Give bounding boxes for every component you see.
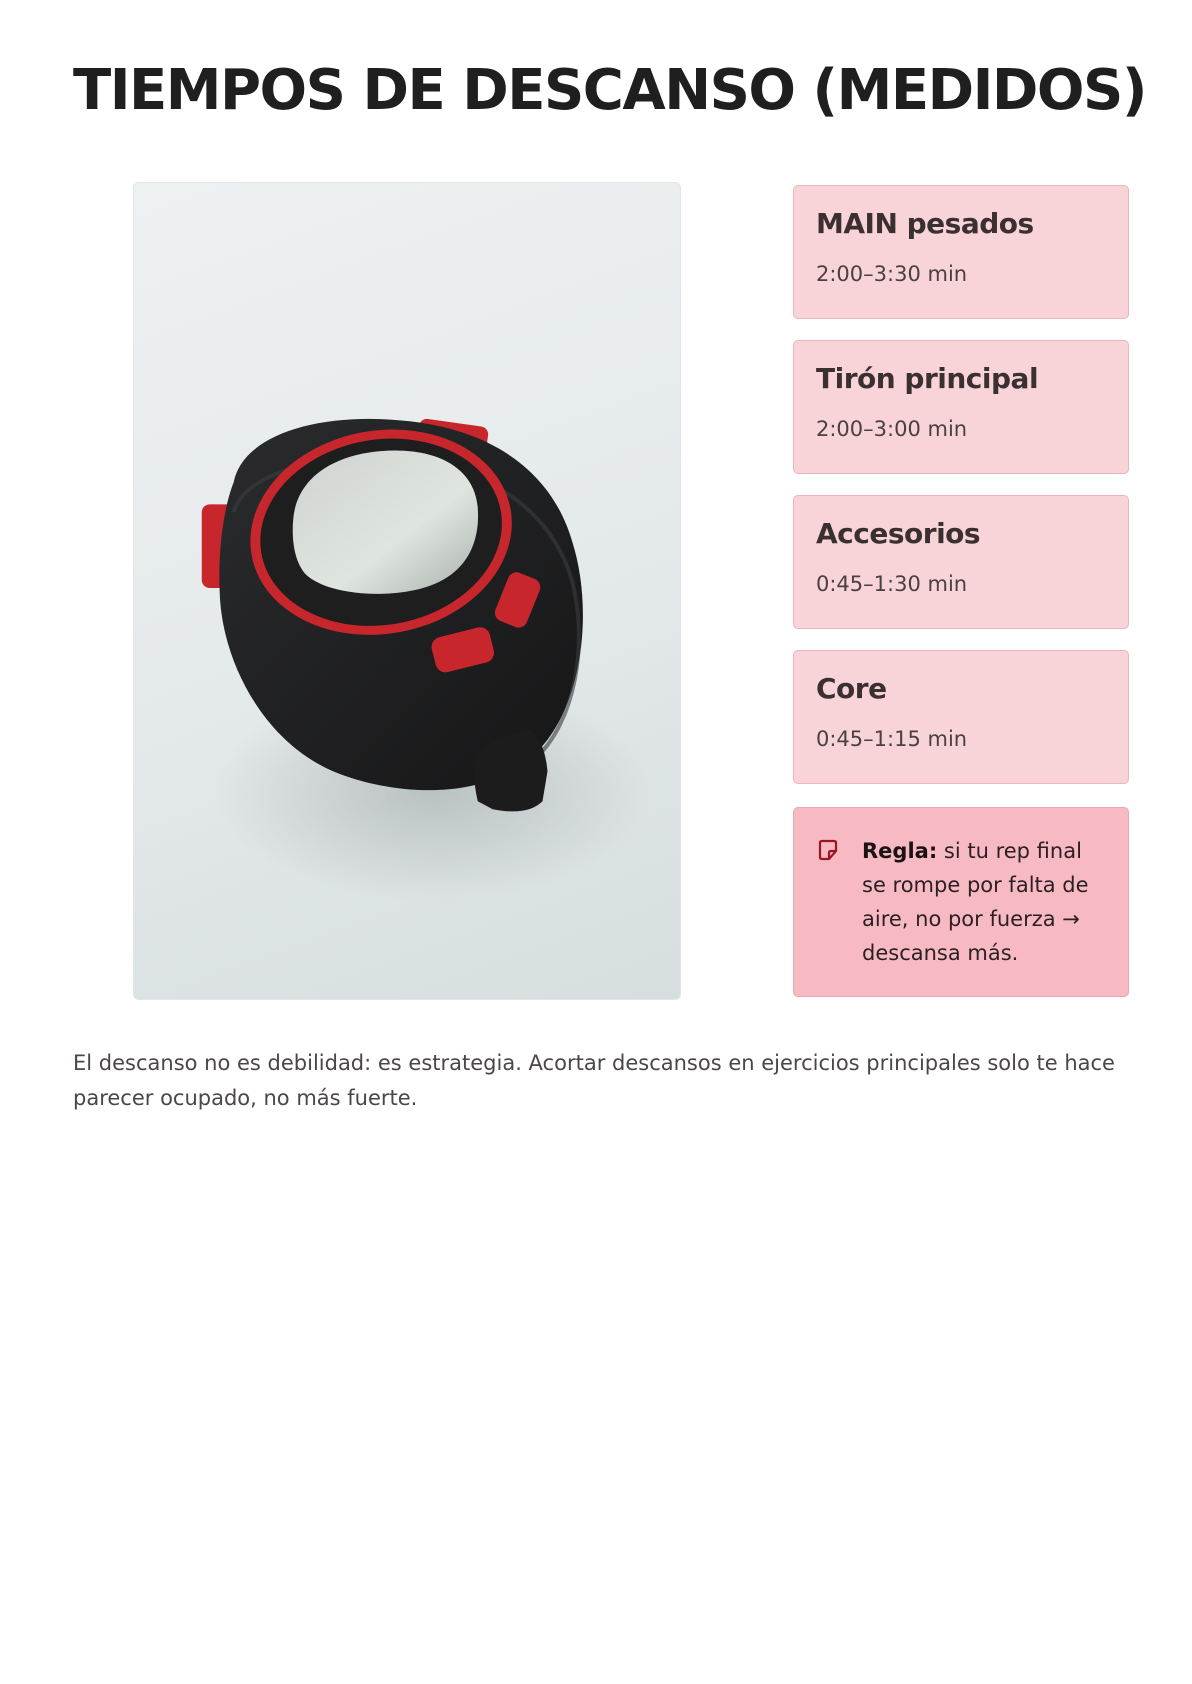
card-title: MAIN pesados: [816, 207, 1034, 240]
rule-text: [862, 834, 1108, 970]
card-main-pesados: [793, 185, 1129, 319]
body-paragraph: El descanso no es debilidad: es estrategia. Acortar descansos en ejercicios principales solo te hace parecer ocupado, no más fuerte.: [73, 1051, 1115, 1110]
card-value: 2:00–3:00 min: [816, 417, 968, 441]
card-value: 0:45–1:15 min: [816, 727, 968, 751]
card-tiron-principal: [793, 340, 1129, 474]
card-value: 2:00–3:30 min: [816, 262, 968, 286]
card-accesorios: [793, 495, 1129, 629]
stopwatch-photo: [133, 182, 681, 1000]
rule-callout: [793, 807, 1129, 997]
card-value: 0:45–1:30 min: [816, 572, 968, 596]
stopwatch-icon: [134, 183, 680, 999]
card-title: Core: [816, 672, 887, 705]
card-title: Tirón principal: [816, 362, 1039, 395]
card-core: [793, 650, 1129, 784]
page-title: TIEMPOS DE DESCANSO (MEDIDOS): [73, 58, 1146, 123]
note-icon: [816, 838, 840, 862]
rule-label: Regla:: [862, 839, 938, 863]
card-title: Accesorios: [816, 517, 981, 550]
rule-body: si tu rep final se rompe por falta de aire, no por fuerza → descansa más.: [862, 839, 1089, 965]
rest-times-list: [793, 185, 1129, 805]
